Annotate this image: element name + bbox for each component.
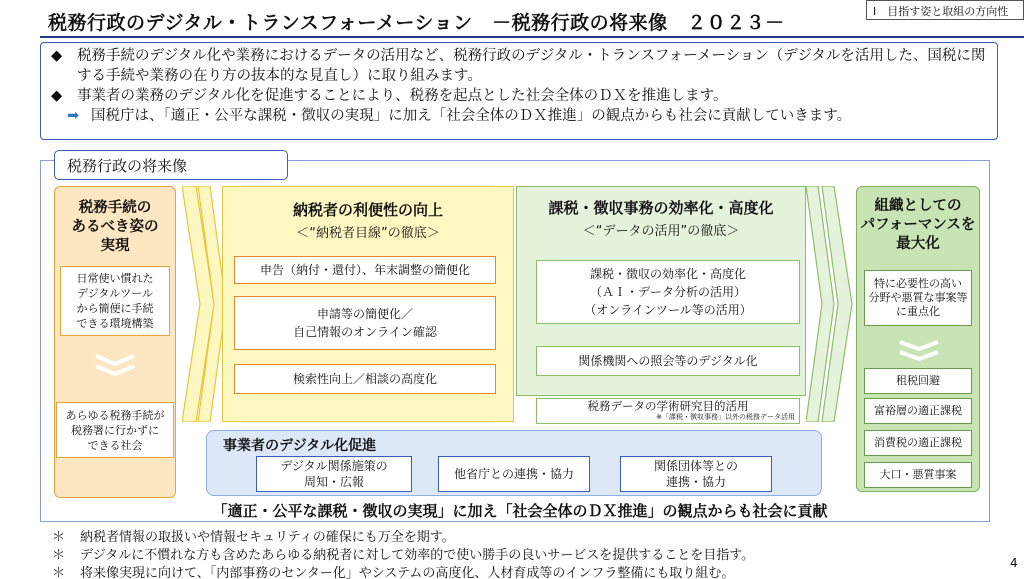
diamond-bullet-icon: ◆ <box>51 88 63 104</box>
chevron-arrows-left <box>182 186 226 422</box>
asterisk-icon: ＊ <box>52 566 66 579</box>
page-title: 税務行政のデジタル・トランスフォーメーション －税務行政の将来像 ２０２３－ <box>48 12 785 34</box>
page-number: 4 <box>1010 556 1018 570</box>
intro-bullet-2 <box>51 86 987 106</box>
convenience-item-2: 申請等の簡便化／ 自己情報のオンライン確認 <box>234 296 496 350</box>
efficiency-heading: 課税・徴収事務の効率化・高度化 <box>548 199 774 217</box>
future-vision-label: 税務行政の将来像 <box>54 150 288 180</box>
note-2-text: デジタルに不慣れな方も含めたあらゆる納税者に対して効率的で使い勝手の良いサービスを提供することを目指す。 <box>80 548 755 563</box>
note-1 <box>52 526 455 545</box>
no-visit-box: あらゆる税務手続が 税務署に行かずに できる社会 <box>56 402 174 458</box>
note-3-text: 将来像実現に向けて、「内部事務のセンター化」やシステムの高度化、人材育成等のインフラ整備にも取り組む。 <box>80 566 735 579</box>
asterisk-icon: ＊ <box>52 530 66 545</box>
business-heading: 事業者のデジタル化促進 <box>223 438 377 454</box>
intro-text-1: 税務手続のデジタル化や業務におけるデータの活用など、税務行政のデジタル・トランスフォーメーション（デジタルを活用した、国税に関する手続や業務の在り方の抜本的な見直し）に取り組みます。 <box>77 48 986 84</box>
chevron-down-icon <box>90 352 140 380</box>
intro-sub <box>51 106 987 126</box>
intro-text-2: 事業者の業務のデジタル化を促進することにより、税務を起点とした社会全体のＤＸを推進します。 <box>77 88 728 104</box>
convenience-sub: ＜“納税者目線”の徹底＞ <box>296 226 440 241</box>
focus-item-wealthy: 富裕層の適正課税 <box>864 398 972 424</box>
intro-box <box>40 42 998 140</box>
chevron-down-icon <box>90 352 140 381</box>
convenience-item-3: 検索性向上／相談の高度化 <box>234 364 496 394</box>
performance-heading: 組織としての パフォーマンスを 最大化 <box>860 198 976 252</box>
conclusion-text: 「適正・公平な課税・徴収の実現」に加え「社会全体のＤＸ推進」の観点からも社会に貢献 <box>212 502 828 520</box>
note-1-text: 納税者情報の取扱いや情報セキュリティの確保にも万全を期す。 <box>80 530 455 545</box>
focus-item-consumption-tax: 消費税の適正課税 <box>864 430 972 456</box>
section-tag: Ⅰ 目指す姿と取組の方向性 <box>866 0 1024 20</box>
efficiency-item-1: 課税・徴収の効率化・高度化 （ＡＩ・データ分析の活用） （オンラインツール等の活用） <box>536 260 800 324</box>
diamond-bullet-icon: ◆ <box>51 48 63 64</box>
focus-areas-box: 特に必要性の高い 分野や悪質な事案等 に重点化 <box>864 270 972 326</box>
intro-bullet-1 <box>51 46 987 86</box>
note-3 <box>52 562 734 579</box>
research-use-text: 税務データの学術研究目的活用 <box>587 399 749 413</box>
efficiency-sub: ＜“データの活用”の徹底＞ <box>582 224 740 239</box>
convenience-item-1: 申告（納付・還付）、年末調整の簡便化 <box>234 256 496 284</box>
intro-sub-text: 国税庁は、「適正・公平な課税・徴収の実現」に加え「社会全体のＤＸ推進」の観点からも社会に貢献していきます。 <box>91 108 852 124</box>
business-item-2: 他省庁との連携・協力 <box>438 456 590 492</box>
focus-item-tax-avoidance: 租税回避 <box>864 368 972 394</box>
arrow-right-icon: ➡ <box>67 108 80 124</box>
focus-item-large-cases: 大口・悪質事案 <box>864 462 972 488</box>
digital-tools-box: 日常使い慣れた デジタルツール から簡便に手続 できる環境構築 <box>60 266 170 336</box>
chevron-arrows-right <box>806 186 854 422</box>
efficiency-item-2: 関係機関への照会等のデジタル化 <box>536 346 800 376</box>
research-use-note: ※「課税・徴収事務」以外の税務データ活用 <box>656 413 795 421</box>
ideal-procedures-heading: 税務手続の あるべき姿の 実現 <box>71 200 159 254</box>
asterisk-icon: ＊ <box>52 548 66 563</box>
chevron-down-icon <box>894 338 944 364</box>
efficiency-item-3 <box>536 398 800 424</box>
convenience-heading: 納税者の利便性の向上 <box>292 201 443 219</box>
note-2 <box>52 544 754 563</box>
business-item-3: 関係団体等との 連携・協力 <box>620 456 772 492</box>
business-item-1: デジタル関係施策の 周知・広報 <box>256 456 412 492</box>
title-rule <box>40 36 1024 38</box>
